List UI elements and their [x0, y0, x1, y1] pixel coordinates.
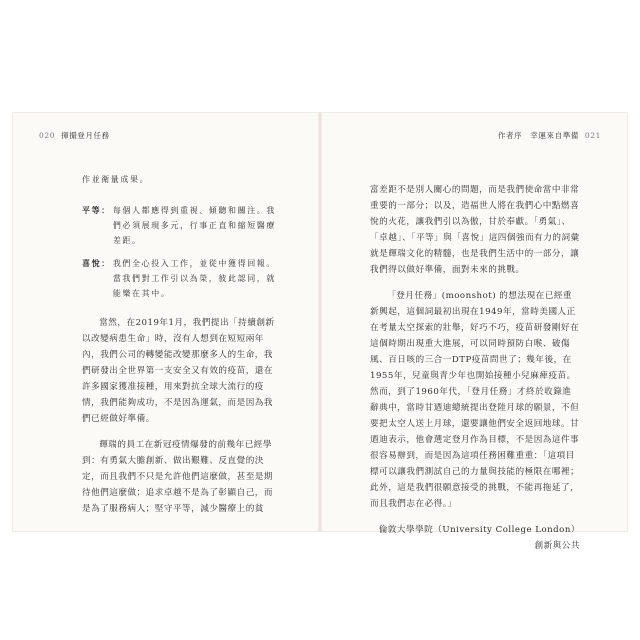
- value-label: 平等：: [82, 205, 111, 215]
- quote-fragment: 作並衛量成果。: [82, 175, 150, 184]
- value-text: 我們全心投入工作，並從中獲得回報。當我們對工作引以為榮，彼此認同，就能樂在其中。: [112, 259, 277, 298]
- left-page: [12, 112, 320, 532]
- left-running-head-title: 揮撮登月任務: [61, 131, 110, 140]
- left-page-body: [82, 172, 282, 527]
- credit-line: 倫敦大學學院（University College London）創新與公共: [378, 525, 580, 551]
- right-page-number: 021: [584, 131, 601, 140]
- book-spread: [12, 112, 628, 551]
- right-running-head-title: 作者序 幸運來自準備: [497, 131, 579, 140]
- value-text: 每個人都應得到重視、傾聽和關注。我們必須展現多元，行事正直和縮短醫療差距。: [112, 206, 277, 245]
- right-running-head: [498, 130, 604, 141]
- left-page-number: 020: [39, 131, 56, 140]
- body-paragraph: 富差距不是別人關心的問題，而是我們使命當中非常重要的一部分；以及，造福世人將在我們心中點燃喜悅的火花，讓我們引以為傲，甘於奉獻。「勇氣」、「卓越」、「平等」與「喜悅」這四個強而有力的詞彙就是輝瑞文化的精髓，也是我們生活中的一部分，讓我們得以做好準備，面對未來的挑戰。: [370, 185, 580, 275]
- body-paragraph: 「登月任務」(moonshot) 的想法現在已經重新興起，這個詞最初出現在1949年，當時美國人正在考量太空探索的壯舉，好巧不巧，疫苗研發剛好在這個時期出現重大進展，可以同時預防白喉、破傷風、百日咳的三合一DTP疫苗問世了；幾年後，在1955年，兒童與青少年也開始接種小兒麻痺疫苗。然而，到了1960年代，「登月任務」才終於收錄進辭典中，當時甘迺迪總統提出登陸月球的願景，不但要把太空人送上月球，還要讓他們安全返回地球。甘迺迪表示，他會選定登月作為目標，不是因為這件事很容易辦到，而是因為這項任務困難重重：「這項目標可以讓我們測試自己的力量與技能的極限在哪裡；此外，這是我們很願意接受的挑戰，不能再拖延了，而且我們志在必得。」: [370, 291, 580, 509]
- right-page: [320, 112, 628, 551]
- value-label: 喜悅：: [82, 258, 111, 268]
- right-page-body: [370, 182, 580, 564]
- value-item-equality: [82, 203, 282, 248]
- body-paragraph: 輝瑞的員工在新冠疫情爆發的前幾年已經學到：有勇氣大膽創新、做出艱難、反直覺的決定，而且我們不只是允許他們這麼做，甚至是期待他們這麼做；追求卓越不是為了彰顯自己，而是為了服務病人；堅守平等，減少醫療上的貧: [82, 440, 273, 514]
- left-running-head: [36, 130, 110, 141]
- value-item-joy: [82, 256, 282, 301]
- body-paragraph: 當然，在2019年1月，我們提出「持續創新以改變病患生命」時，沒有人想到在短短兩年內，我們公司的轉變能改變那麼多人的生命，我們研發出全世界第一支安全又有效的疫苗，還在許多國家獲准接種，用來對抗全球大流行的疫情，我們能夠成功，不是因為運氣，而是因為我們已經做好準備。: [82, 318, 275, 424]
